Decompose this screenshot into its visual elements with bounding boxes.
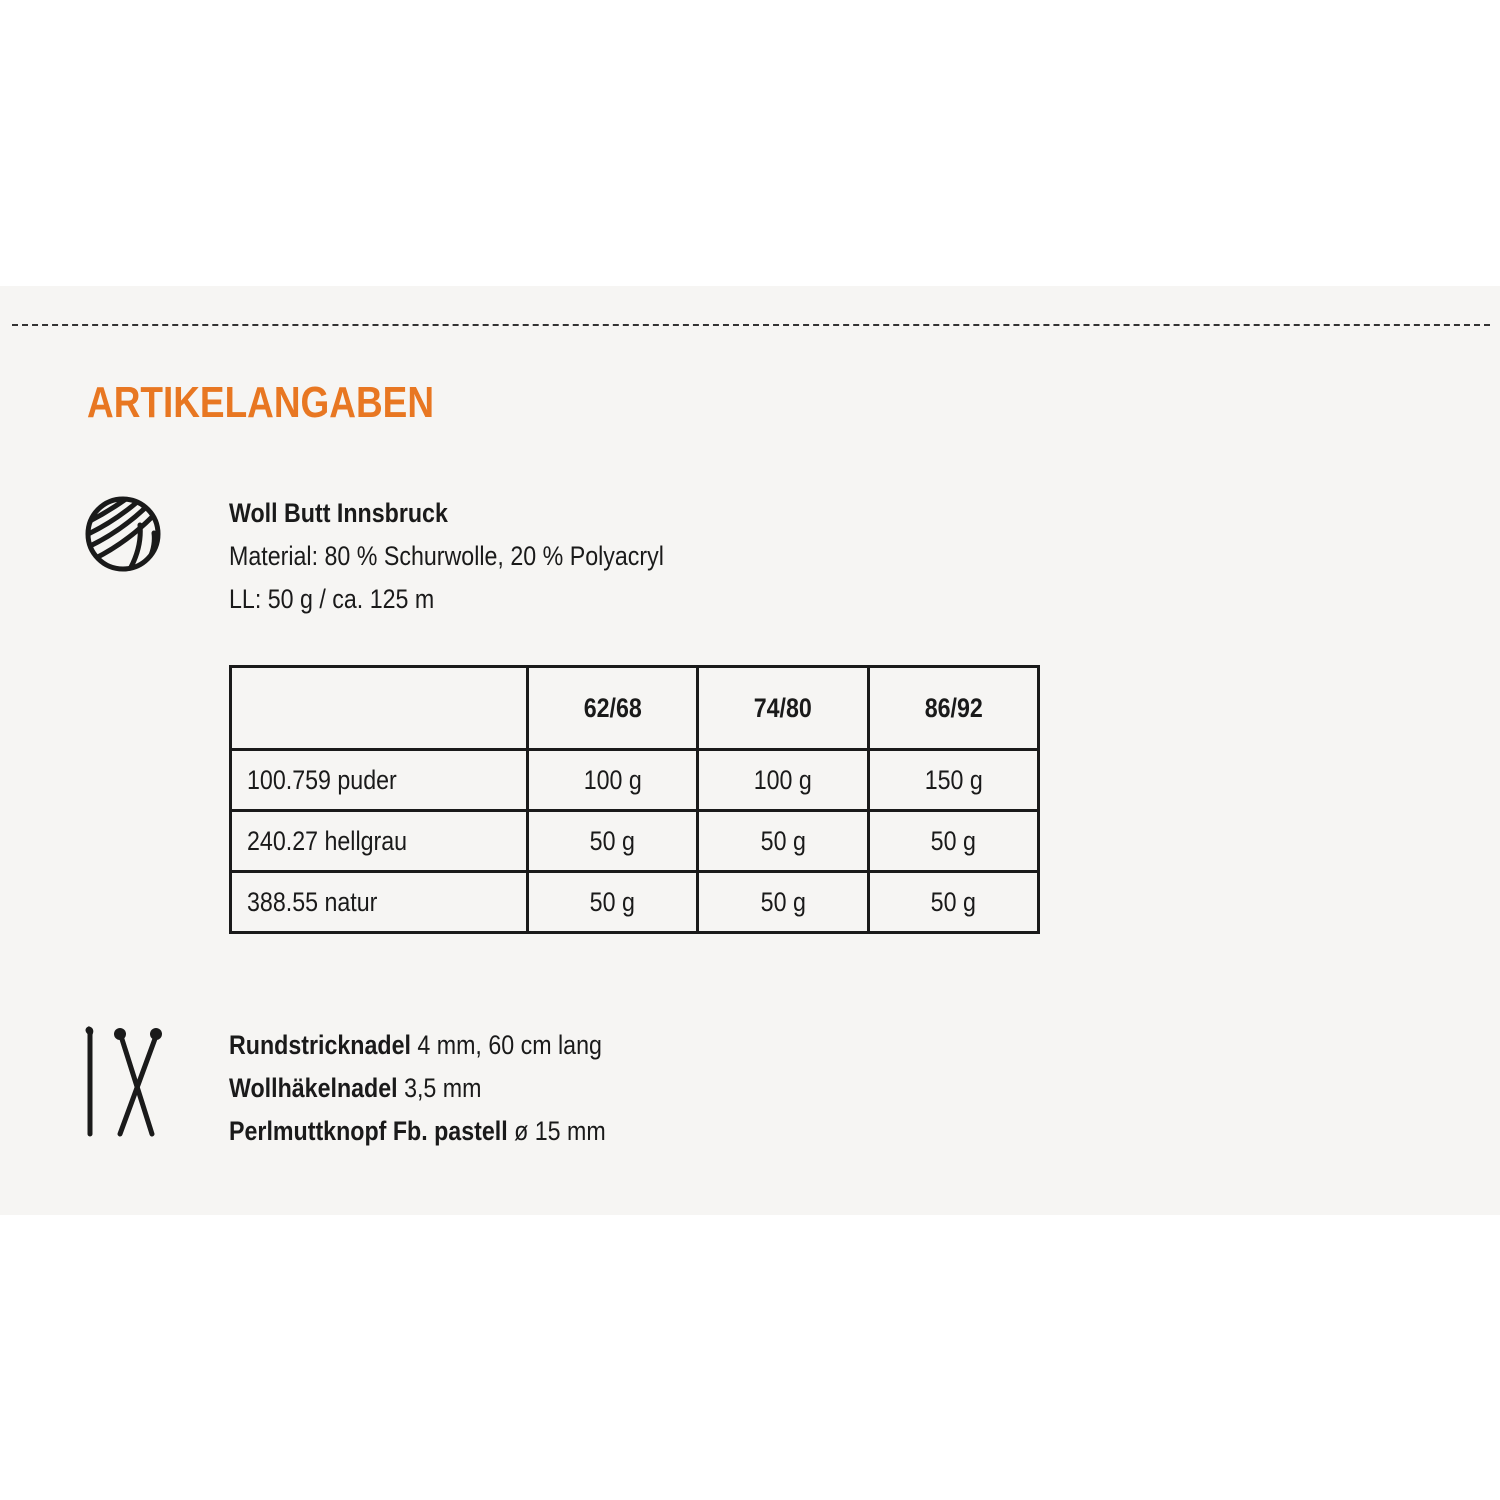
table-cell: 50 g [528, 811, 698, 872]
table-cell: 50 g [528, 872, 698, 933]
table-cell: 50 g [698, 872, 869, 933]
table-header-cell: 74/80 [698, 667, 869, 750]
tool-spec: ø 15 mm [507, 1116, 606, 1146]
knitting-needles-icon [80, 1026, 164, 1138]
tool-item [229, 1024, 606, 1067]
yarn-ball-icon [84, 495, 162, 573]
table-header-cell [231, 667, 528, 750]
tools-list [229, 1024, 667, 1153]
yarn-amount-table [229, 665, 1040, 934]
row-label: 100.759 puder [231, 750, 528, 811]
table-cell: 50 g [869, 872, 1039, 933]
table-cell: 150 g [869, 750, 1039, 811]
table-header-row [231, 667, 1039, 750]
yarn-length: LL: 50 g / ca. 125 m [229, 584, 435, 614]
row-label: 388.55 natur [231, 872, 528, 933]
table-cell: 100 g [698, 750, 869, 811]
table-row [231, 811, 1039, 872]
yarn-name: Woll Butt Innsbruck [229, 498, 448, 528]
dashed-divider [12, 324, 1490, 326]
table-row [231, 872, 1039, 933]
tool-item [229, 1110, 606, 1153]
materials-panel [0, 286, 1500, 1215]
yarn-material: Material: 80 % Schurwolle, 20 % Polyacryl [229, 541, 664, 571]
table-cell: 50 g [869, 811, 1039, 872]
tool-name: Rundstricknadel [229, 1030, 411, 1060]
row-label: 240.27 hellgrau [231, 811, 528, 872]
yarn-info [229, 492, 735, 621]
tool-name: Wollhäkelnadel [229, 1073, 398, 1103]
table-header-cell: 86/92 [869, 667, 1039, 750]
section-title: ARTIKELANGABEN [87, 378, 435, 427]
tool-spec: 4 mm, 60 cm lang [410, 1030, 602, 1060]
table-row [231, 750, 1039, 811]
table-cell: 100 g [528, 750, 698, 811]
table-cell: 50 g [698, 811, 869, 872]
tool-item [229, 1067, 606, 1110]
tool-name: Perlmuttknopf Fb. pastell [229, 1116, 508, 1146]
tool-spec: 3,5 mm [397, 1073, 482, 1103]
table-header-cell: 62/68 [528, 667, 698, 750]
